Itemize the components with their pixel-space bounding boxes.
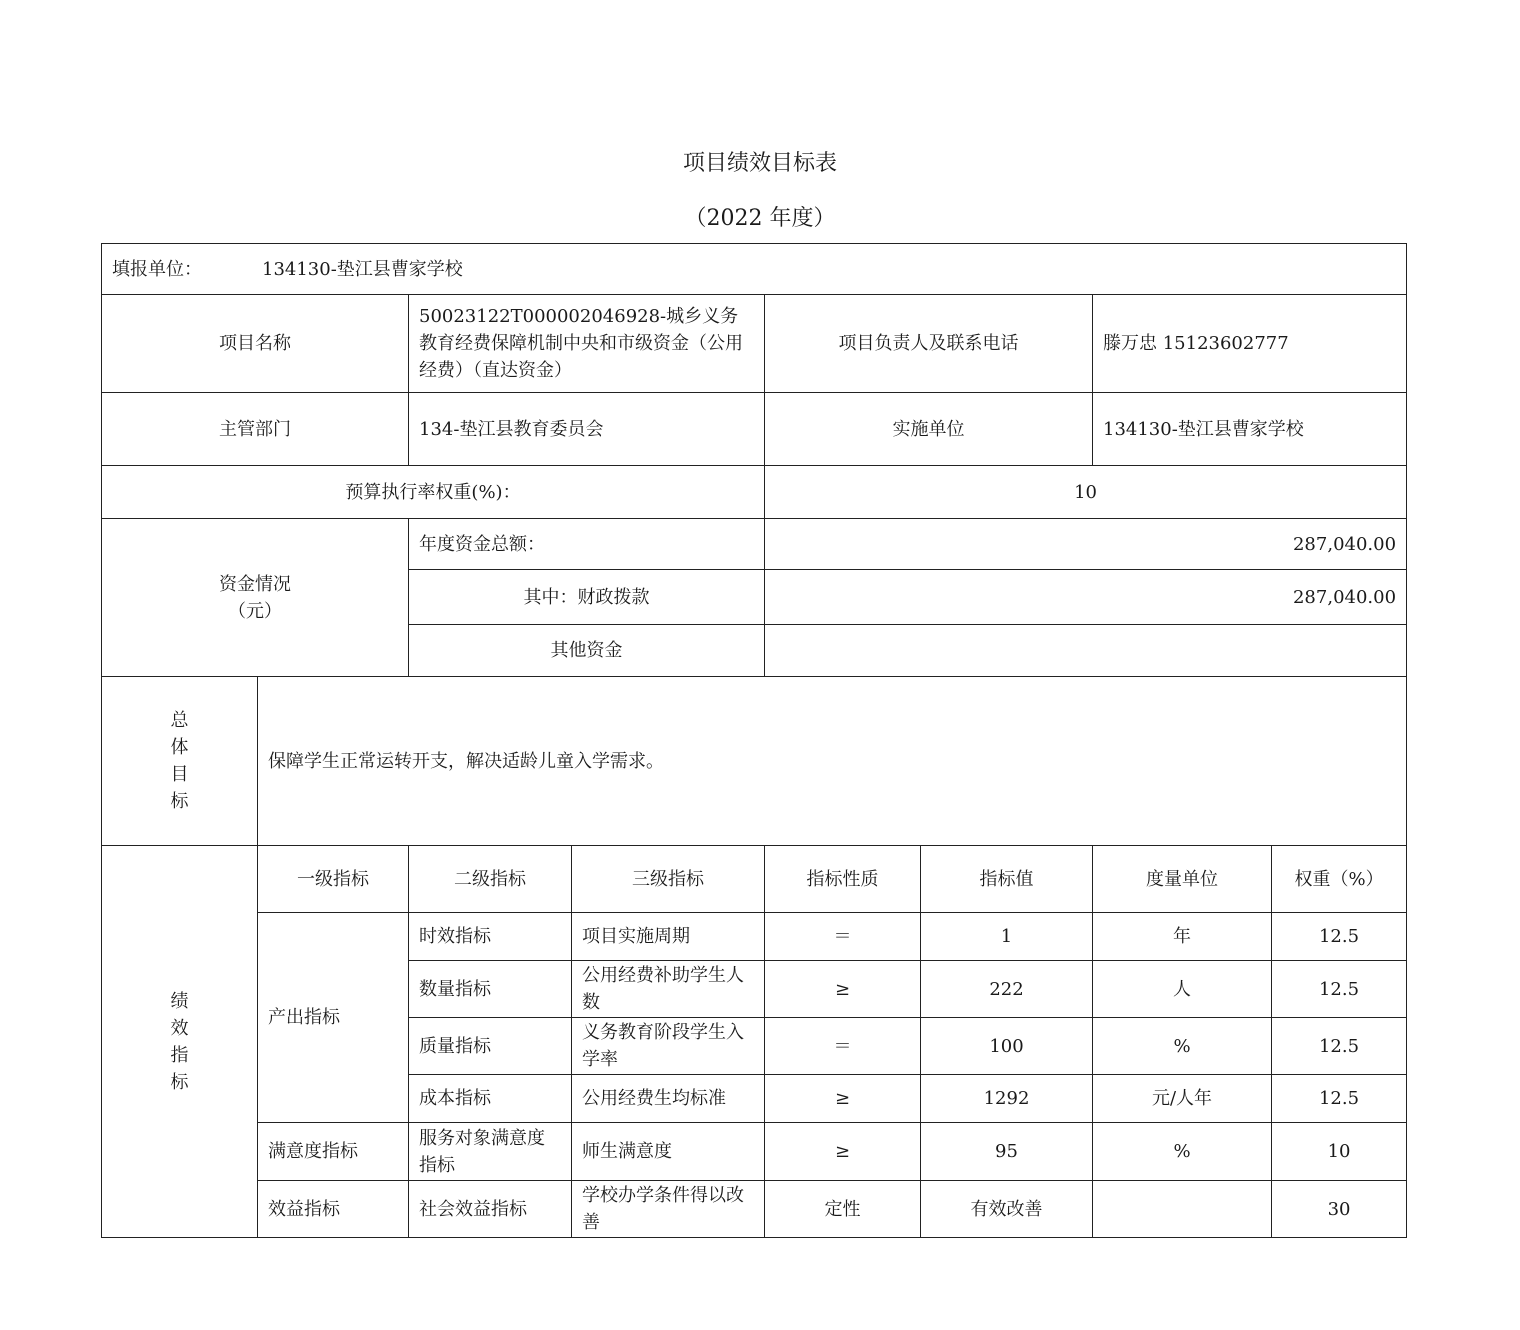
other-funds-value <box>765 625 1407 677</box>
output-group-label: 产出指标 <box>258 913 409 1123</box>
page-title: 项目绩效目标表 <box>682 151 837 176</box>
value-cell: 1 <box>921 913 1093 961</box>
nature-cell: ≥ <box>765 1123 921 1181</box>
header-weight: 权重（%） <box>1272 846 1407 913</box>
unit-cell <box>1093 1181 1272 1238</box>
value-cell: 100 <box>921 1018 1093 1075</box>
dept-value: 134-垫江县教育委员会 <box>409 393 765 466</box>
header-level3: 三级指标 <box>572 846 765 913</box>
level2-cell: 服务对象满意度指标 <box>409 1123 572 1181</box>
unit-cell: % <box>1093 1123 1272 1181</box>
contact-value: 滕万忠 15123602777 <box>1093 295 1407 393</box>
year-subtitle: （2022 年度） <box>684 206 836 231</box>
reporting-unit-label: 填报单位： <box>112 258 202 280</box>
header-level2: 二级指标 <box>409 846 572 913</box>
nature-cell: 定性 <box>765 1181 921 1238</box>
reporting-unit-row <box>102 244 1407 295</box>
indicators-char: 指 <box>170 1044 189 1066</box>
level3-cell: 学校办学条件得以改善 <box>572 1181 765 1238</box>
level3-cell: 项目实施周期 <box>572 913 765 961</box>
unit-cell: 元/人年 <box>1093 1075 1272 1123</box>
weight-cell: 12.5 <box>1272 1018 1407 1075</box>
level1-cell: 效益指标 <box>258 1181 409 1238</box>
header-nature: 指标性质 <box>765 846 921 913</box>
nature-cell: ＝ <box>765 913 921 961</box>
nature-cell: ≥ <box>765 1075 921 1123</box>
nature-cell: ≥ <box>765 961 921 1018</box>
header-level1: 一级指标 <box>258 846 409 913</box>
budget-rate-value: 10 <box>765 466 1407 519</box>
performance-target-table <box>101 243 1407 1238</box>
level2-cell: 数量指标 <box>409 961 572 1018</box>
value-cell: 222 <box>921 961 1093 1018</box>
level2-cell: 时效指标 <box>409 913 572 961</box>
overall-goal-text: 保障学生正常运转开支，解决适龄儿童入学需求。 <box>258 677 1407 846</box>
value-cell: 1292 <box>921 1075 1093 1123</box>
table-row <box>102 1181 1407 1238</box>
impl-unit-value: 134130-垫江县曹家学校 <box>1093 393 1407 466</box>
header-value: 指标值 <box>921 846 1093 913</box>
impl-unit-label: 实施单位 <box>765 393 1093 466</box>
value-cell: 有效改善 <box>921 1181 1093 1238</box>
other-funds-label: 其他资金 <box>409 625 765 677</box>
table-row <box>102 1123 1407 1181</box>
indicators-label <box>102 846 258 1238</box>
fiscal-funds-value: 287,040.00 <box>765 570 1407 625</box>
contact-label: 项目负责人及联系电话 <box>765 295 1093 393</box>
level3-cell: 公用经费补助学生人数 <box>572 961 765 1018</box>
overall-goal-char: 目 <box>170 764 189 785</box>
funds-label <box>102 519 409 677</box>
indicators-char: 效 <box>170 1017 189 1039</box>
weight-cell: 12.5 <box>1272 913 1407 961</box>
overall-goal-label <box>102 677 258 846</box>
reporting-unit-value: 134130-垫江县曹家学校 <box>262 258 463 280</box>
funds-label-line1: 资金情况 <box>219 573 291 595</box>
level2-cell: 成本指标 <box>409 1075 572 1123</box>
level2-cell: 社会效益指标 <box>409 1181 572 1238</box>
weight-cell: 10 <box>1272 1123 1407 1181</box>
project-name-value: 50023122T000002046928-城乡义务教育经费保障机制中央和市级资金（公用经费）（直达资金） <box>409 295 765 393</box>
overall-goal-char: 体 <box>170 737 189 758</box>
level3-cell: 公用经费生均标准 <box>572 1075 765 1123</box>
unit-cell: 人 <box>1093 961 1272 1018</box>
total-funds-value: 287,040.00 <box>765 519 1407 570</box>
indicators-char: 绩 <box>170 990 189 1012</box>
total-funds-label: 年度资金总额： <box>409 519 765 570</box>
budget-rate-label: 预算执行率权重(%)： <box>102 466 765 519</box>
nature-cell: ＝ <box>765 1018 921 1075</box>
unit-cell: % <box>1093 1018 1272 1075</box>
level2-cell: 质量指标 <box>409 1018 572 1075</box>
overall-goal-char: 总 <box>170 710 189 731</box>
value-cell: 95 <box>921 1123 1093 1181</box>
weight-cell: 12.5 <box>1272 1075 1407 1123</box>
indicators-char: 标 <box>170 1071 189 1093</box>
weight-cell: 30 <box>1272 1181 1407 1238</box>
dept-label: 主管部门 <box>102 393 409 466</box>
overall-goal-char: 标 <box>170 791 189 812</box>
project-name-label: 项目名称 <box>102 295 409 393</box>
weight-cell: 12.5 <box>1272 961 1407 1018</box>
table-row <box>102 913 1407 961</box>
fiscal-funds-label: 其中：财政拨款 <box>409 570 765 625</box>
level1-cell: 满意度指标 <box>258 1123 409 1181</box>
unit-cell: 年 <box>1093 913 1272 961</box>
header-unit: 度量单位 <box>1093 846 1272 913</box>
level3-cell: 师生满意度 <box>572 1123 765 1181</box>
level3-cell: 义务教育阶段学生入学率 <box>572 1018 765 1075</box>
funds-label-line2: （元） <box>228 600 282 622</box>
